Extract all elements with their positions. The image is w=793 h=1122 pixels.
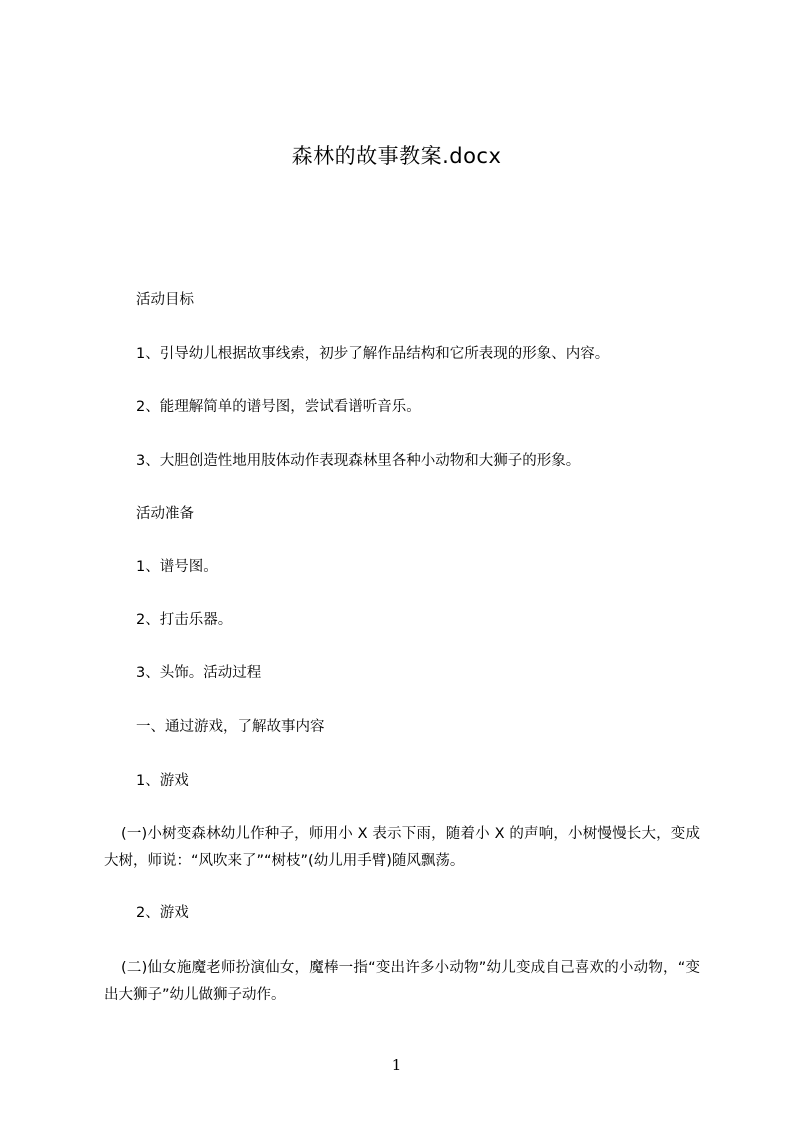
section-heading-goals: 活动目标	[136, 292, 194, 308]
paragraph: (二)仙女施魔老师扮演仙女，魔棒一指“变出许多小动物”幼儿变成自己喜欢的小动物，“变出大狮子”幼儿做狮子动作。	[104, 960, 700, 1003]
paragraph: 1、引导幼儿根据故事线索，初步了解作品结构和它所表现的形象、内容。	[136, 346, 610, 362]
section-heading-game: 一、通过游戏，了解故事内容	[136, 719, 325, 735]
paragraph: (一)小树变森林幼儿作种子，师用小 X 表示下雨，随着小 X 的声响，小树慢慢长大，变成大树，师说：“风吹来了”“树枝”(幼儿用手臂)随风飘荡。	[104, 826, 700, 869]
page-number: 1	[391, 1056, 402, 1074]
paragraph: 2、游戏	[136, 905, 189, 921]
section-heading-preparation: 活动准备	[136, 506, 194, 522]
paragraph: 1、谱号图。	[136, 559, 218, 575]
paragraph: 2、能理解简单的谱号图，尝试看谱听音乐。	[136, 399, 421, 415]
paragraph: 1、游戏	[136, 773, 189, 789]
document-title: 森林的故事教案.docx	[291, 144, 502, 168]
paragraph: 3、头饰。活动过程	[136, 665, 262, 681]
paragraph: 3、大胆创造性地用肢体动作表现森林里各种小动物和大狮子的形象。	[136, 453, 581, 469]
paragraph: 2、打击乐器。	[136, 612, 233, 628]
